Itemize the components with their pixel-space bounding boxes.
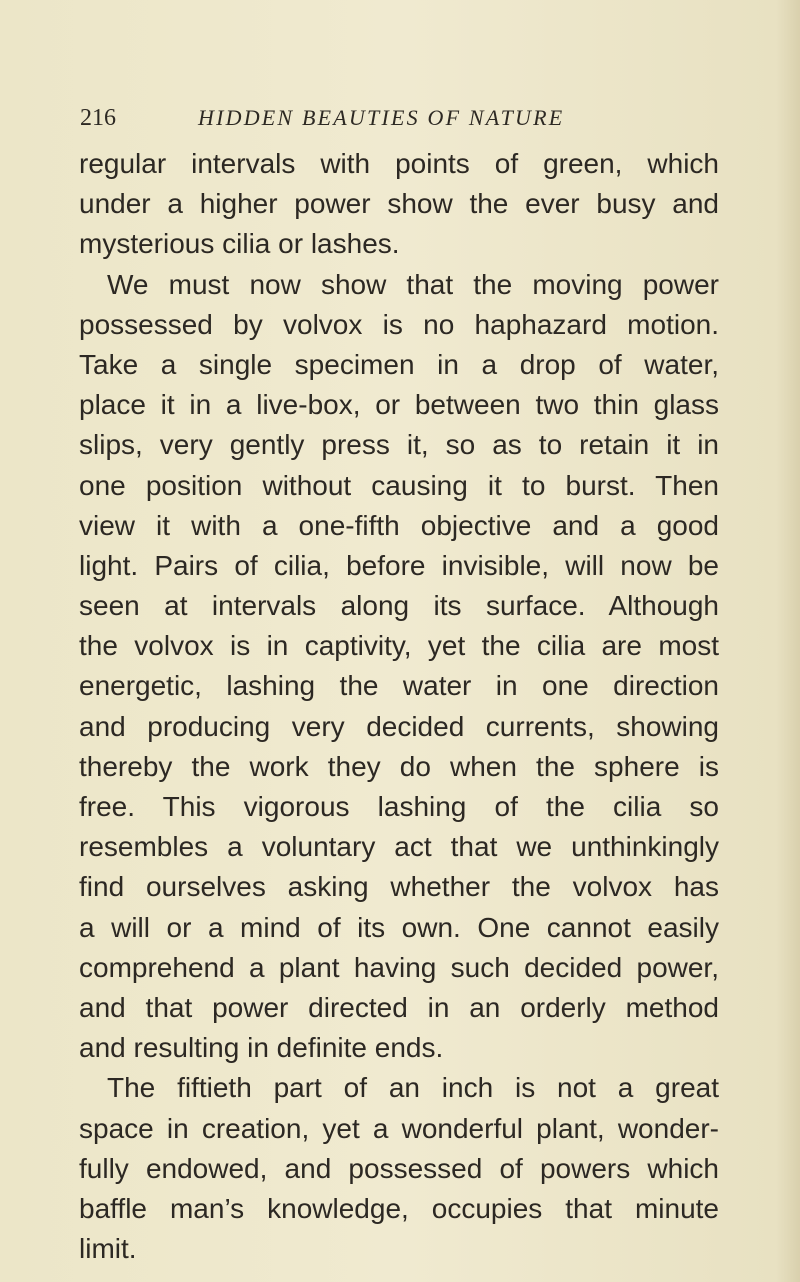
text-line: possessed by volvox is no haphazard motion. [79,308,719,340]
text-line: the volvox is in captivity, yet the cilia are most [79,630,719,662]
text-line: and producing very decided currents, showing [79,710,719,742]
paragraph-start-line: We must now show that the moving power [107,268,719,300]
text-line: energetic, lashing the water in one direction [79,670,719,702]
text-line: one position without causing it to burst. Then [79,469,719,501]
text-line: baffle man’s knowledge, occupies that minute [79,1192,719,1224]
paragraph-start-line: The fiftieth part of an inch is not a great [107,1072,719,1104]
text-line: place it in a live-box, or between two thin glass [79,389,719,421]
text-line: slips, very gently press it, so as to retain it in [79,429,719,461]
text-line: and that power directed in an orderly method [79,991,719,1023]
text-line: thereby the work they do when the sphere is [79,750,719,782]
text-line: seen at intervals along its surface. Although [79,590,719,622]
text-line: a will or a mind of its own. One cannot easily [79,911,719,943]
text-line: Take a single specimen in a drop of water, [79,348,719,380]
body-text [79,144,719,1269]
running-head: HIDDEN BEAUTIES OF NATURE [198,105,565,130]
text-line: limit. [79,1233,137,1265]
text-line: light. Pairs of cilia, before invisible, will now be [79,549,719,581]
text-line: under a higher power show the ever busy and [79,188,719,220]
text-line: free. This vigorous lashing of the cilia so [79,791,719,822]
text-line: space in creation, yet a wonderful plant, wonder- [79,1112,719,1144]
text-line: regular intervals with points of green, which [79,148,719,179]
page-number: 216 [80,105,116,131]
text-line: find ourselves asking whether the volvox has [79,871,719,903]
text-line: and resulting in definite ends. [79,1032,444,1064]
text-line: fully endowed, and possessed of powers which [79,1152,719,1184]
text-line: mysterious cilia or lashes. [79,228,400,260]
text-line: comprehend a plant having such decided power, [79,951,719,983]
text-line: resembles a voluntary act that we unthinkingly [79,831,719,863]
page-header [80,101,720,135]
text-line: view it with a one-fifth objective and a good [79,509,719,541]
